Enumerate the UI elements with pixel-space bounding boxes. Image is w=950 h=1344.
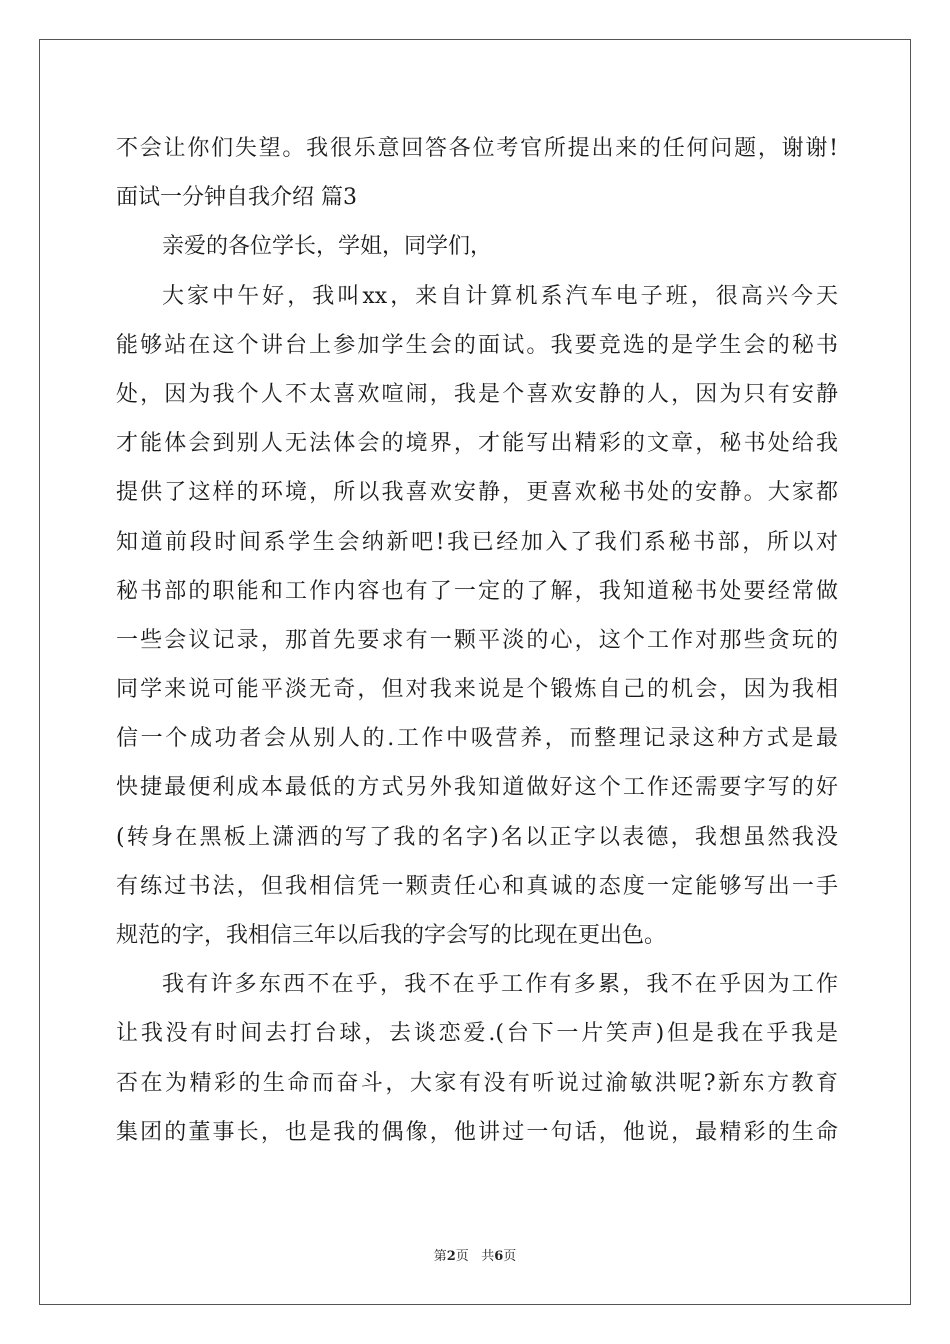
total-prefix: 共 [481,1249,495,1264]
text-line: 才能体会到别人无法体会的境界，才能写出精彩的文章，秘书处给我 [116,431,838,457]
text-line: 信一个成功者会从别人的.工作中吸营养，而整理记录这种方式是最 [116,726,838,752]
text-line: 让我没有时间去打台球，去谈恋爱.(台下一片笑声)但是我在乎我是 [116,1021,838,1047]
text-line: 面试一分钟自我介绍 篇3 [116,185,357,211]
text-line: 秘书部的职能和工作内容也有了一定的了解，我知道秘书处要经常做 [116,578,838,604]
document-body [116,124,838,1157]
total-pages: 6 [494,1249,504,1264]
text-line: 集团的董事长，也是我的偶像，他讲过一句话，他说，最精彩的生命 [116,1119,838,1145]
page-number: 2 [446,1249,456,1264]
text-line: 不会让你们失望。我很乐意回答各位考官所提出来的任何问题，谢谢! [116,136,838,161]
text-line: 同学来说可能平淡无奇，但对我来说是个锻炼自己的机会，因为我相 [116,677,838,703]
page-footer [0,1245,950,1264]
text-line: 有练过书法，但我相信凭一颗责任心和真诚的态度一定能够写出一手 [116,873,838,899]
page-suffix: 页 [455,1249,469,1264]
text-line: 知道前段时间系学生会纳新吧!我已经加入了我们系秘书部，所以对 [116,529,838,555]
text-line: 大家中午好，我叫xx，来自计算机系汽车电子班，很高兴今天 [162,283,838,309]
text-line: 我有许多东西不在乎，我不在乎工作有多累，我不在乎因为工作 [162,972,838,998]
text-line: 提供了这样的环境，所以我喜欢安静，更喜欢秘书处的安静。大家都 [116,480,838,506]
text-line: 快捷最便利成本最低的方式另外我知道做好这个工作还需要字写的好 [116,775,838,801]
text-line: 亲爱的各位学长，学姐，同学们， [162,234,493,260]
text-line: 处，因为我个人不太喜欢喧闹，我是个喜欢安静的人，因为只有安静 [116,381,838,407]
text-line: 否在为精彩的生命而奋斗，大家有没有听说过渝敏洪呢?新东方教育 [116,1070,838,1096]
text-line: 规范的字，我相信三年以后我的字会写的比现在更出色。 [116,923,667,948]
total-suffix: 页 [503,1249,517,1264]
text-line: (转身在黑板上潇洒的写了我的名字)名以正字以表德，我想虽然我没 [116,824,838,850]
text-line: 能够站在这个讲台上参加学生会的面试。我要竞选的是学生会的秘书 [116,332,838,358]
text-line: 一些会议记录，那首先要求有一颗平淡的心，这个工作对那些贪玩的 [116,627,838,653]
page-prefix: 第 [433,1249,447,1264]
